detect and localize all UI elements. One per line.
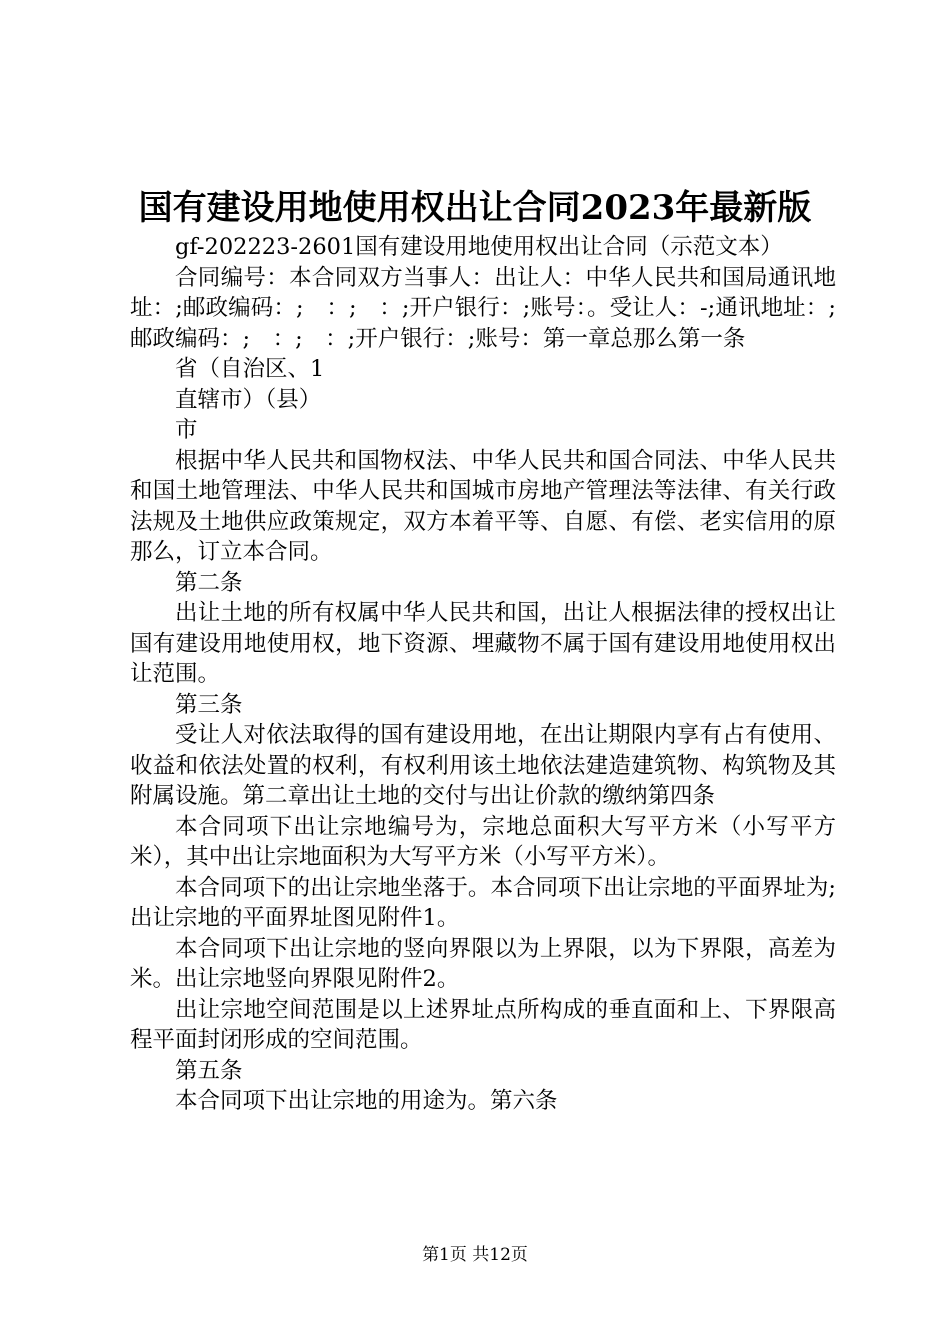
paragraph: 出让土地的所有权属中华人民共和国，出让人根据法律的授权出让国有建设用地使用权，地下资源、埋藏物不属于国有建设用地使用权出让范围。 <box>130 600 836 687</box>
paragraph: 出让宗地空间范围是以上述界址点所构成的垂直面和上、下界限高程平面封闭形成的空间范围。 <box>130 996 836 1053</box>
paragraph: 市 <box>175 417 198 443</box>
paragraph: gf-202223-2601国有建设用地使用权出让合同（示范文本） <box>175 234 783 260</box>
paragraph: 本合同项下出让宗地的竖向界限以为上界限，以为下界限，高差为米。出让宗地竖向界限见附件2。 <box>130 935 836 992</box>
paragraph: 本合同项下出让宗地的用途为。第六条 <box>175 1088 558 1114</box>
section-heading: 第五条 <box>175 1057 243 1084</box>
section-heading: 第二条 <box>175 569 243 596</box>
paragraph: 合同编号：本合同双方当事人：出让人：中华人民共和国局通讯地址：;邮政编码：; ：; ：;开户银行：;账号：。受让人：-;通讯地址：;邮政编码：; ：; ：;开户银行：;账号：第一章总那么第一条 <box>130 264 836 352</box>
section-heading: 第三条 <box>175 691 243 718</box>
page-footer: 第1页 共12页 <box>422 1245 528 1265</box>
paragraph: 本合同项下出让宗地编号为，宗地总面积大写平方米（小写平方米），其中出让宗地面积为大写平方米（小写平方米）。 <box>130 813 836 870</box>
paragraph: 直辖市）（县） <box>175 386 322 413</box>
document-title: 国有建设用地使用权出让合同2023年最新版 <box>138 188 812 228</box>
paragraph: 本合同项下的出让宗地坐落于。本合同项下出让宗地的平面界址为;出让宗地的平面界址图见附件1。 <box>130 874 836 931</box>
document-body <box>130 232 836 1117</box>
paragraph: 省（自治区、1 <box>175 356 325 382</box>
paragraph: 受让人对依法取得的国有建设用地，在出让期限内享有占有使用、收益和依法处置的权利，有权利用该土地依法建造建筑物、构筑物及其附属设施。第二章出让土地的交付与出让价款的缴纳第四条 <box>130 722 836 809</box>
paragraph: 根据中华人民共和国物权法、中华人民共和国合同法、中华人民共和国土地管理法、中华人民共和国城市房地产管理法等法律、有关行政法规及土地供应政策规定，双方本着平等、自愿、有偿、老实信用的原那么，订立本合同。 <box>130 447 836 565</box>
